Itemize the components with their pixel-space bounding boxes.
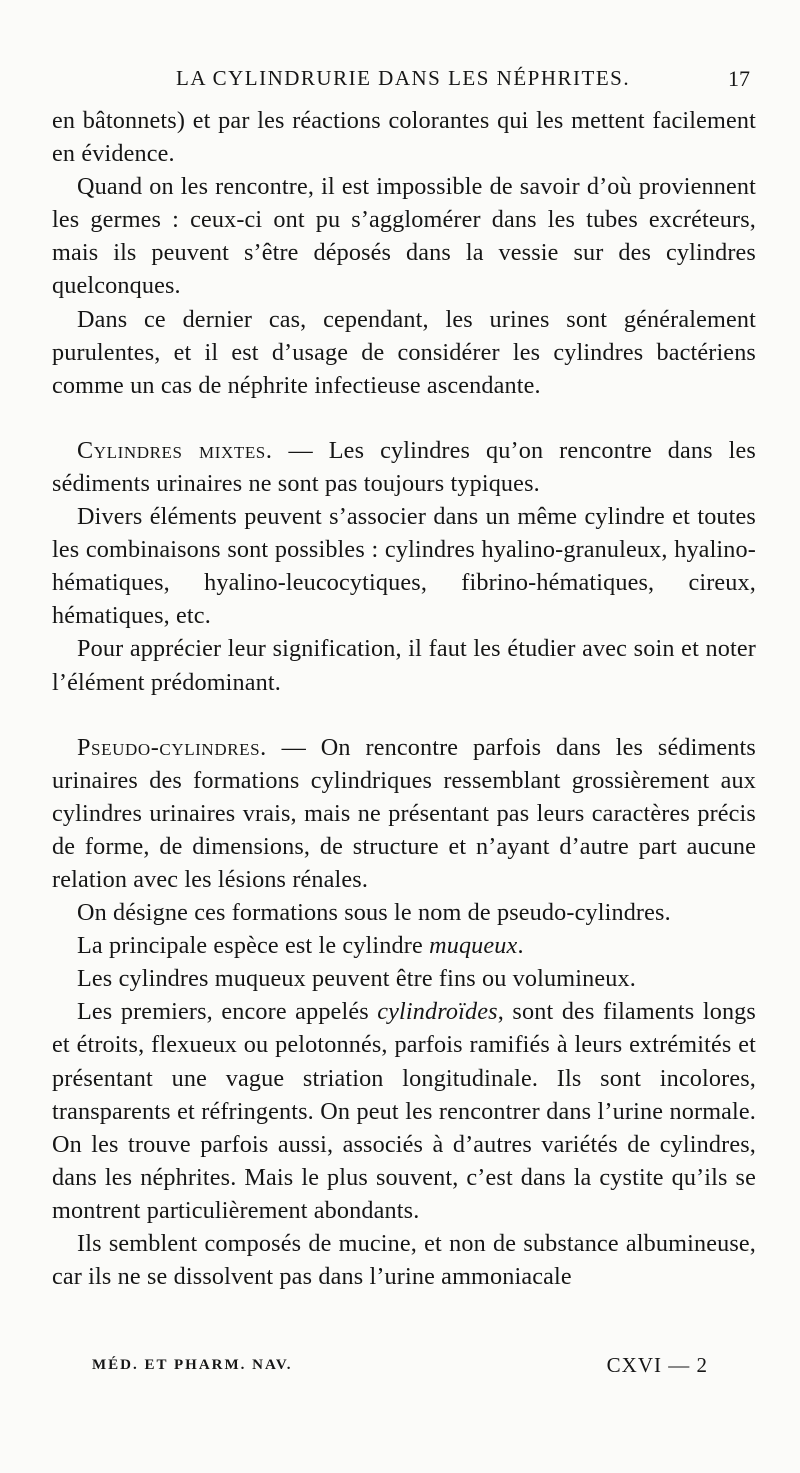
paragraph-9 [52,929,756,962]
running-head [52,58,756,104]
paragraph-cylindres-mixtes [52,434,756,500]
page-number: 17 [728,66,750,91]
paragraph-pseudo-cylindres-text: — On rencontre parfois dans les sédiments urinaires des formations cylindriques ressemblant grossièrement aux cylindres urinaires vrais, mais ne présentant pas leurs caractères précis de forme, de dimensions, de structure et n’ayant d’autre part aucune relation avec les lésions rénales. [52,733,756,893]
footer-sheet-mark: CXVI — 2 [606,1353,708,1377]
body-text [52,104,756,1293]
paragraph-5: Divers éléments peuvent s’associer dans un même cylindre et toutes les combinaisons sont possibles : cylindres hyalino-granuleux, hyalino-hématiques, hyalino-leucocytiques, fibrino-hématiques, cireux, hématiques, etc. [52,503,756,630]
running-title: LA CYLINDRURIE DANS LES NÉPHRITES. [176,66,631,90]
page-footer [92,1353,708,1383]
paragraph-12: Ils semblent composés de mucine, et non de substance albumineuse, car ils ne se dissolvent pas dans l’urine ammoniacale [52,1230,756,1291]
paragraph-pseudo-cylindres [52,731,756,896]
paragraph-11-before: Les premiers, encore appelés [77,998,378,1026]
paragraph-9-italic-term: muqueux [429,932,518,960]
page [52,58,756,1293]
paragraph-11-after: , sont des filaments longs et étroits, flexueux ou pelotonnés, parfois ramifiés à leurs extrémités et présentant une vague striation longitudinale. Ils sont incolores, transparents et réfringents. On peut les rencontrer dans l’urine normale. On les trouve parfois aussi, associés à d’autres variétés de cylindres, dans les néphrites. Mais le plus souvent, c’est dans la cystite qu’ils se montrent particulièrement abondants. [52,998,756,1224]
paragraph-9-before: La principale espèce est le cylindre [77,932,430,960]
paragraph-11-italic-term: cylindroïdes [377,998,498,1026]
paragraph-10: Les cylindres muqueux peuvent être fins ou volumineux. [77,965,636,993]
paragraph-3: Dans ce dernier cas, cependant, les urines sont généralement purulentes, et il est d’usage de considérer les cylindres bactériens comme un cas de néphrite infectieuse ascendante. [52,305,756,399]
paragraph-6: Pour apprécier leur signification, il faut les étudier avec soin et noter l’élément prédominant. [52,635,756,696]
paragraph-8: On désigne ces formations sous le nom de pseudo-cylindres. [77,899,671,927]
section-heading-pseudo-cylindres: Pseudo-cylindres. [77,733,267,761]
paragraph-11 [52,995,756,1227]
paragraph-1: en bâtonnets) et par les réactions colorantes qui les mettent facilement en évidence. [52,107,756,168]
footer-signature: MÉD. ET PHARM. NAV. [92,1357,293,1373]
paragraph-cylindres-mixtes-text: — Les cylindres qu’on rencontre dans les sédiments urinaires ne sont pas toujours typiques. [52,436,756,497]
paragraph-9-after: . [517,932,524,960]
paragraph-2: Quand on les rencontre, il est impossible de savoir d’où proviennent les germes : ceux-ci ont pu s’agglomérer dans les tubes excréteurs, mais ils peuvent s’être déposés dans la vessie sur des cylindres quelconques. [52,173,756,300]
section-heading-cylindres-mixtes: Cylindres mixtes. [77,436,273,464]
